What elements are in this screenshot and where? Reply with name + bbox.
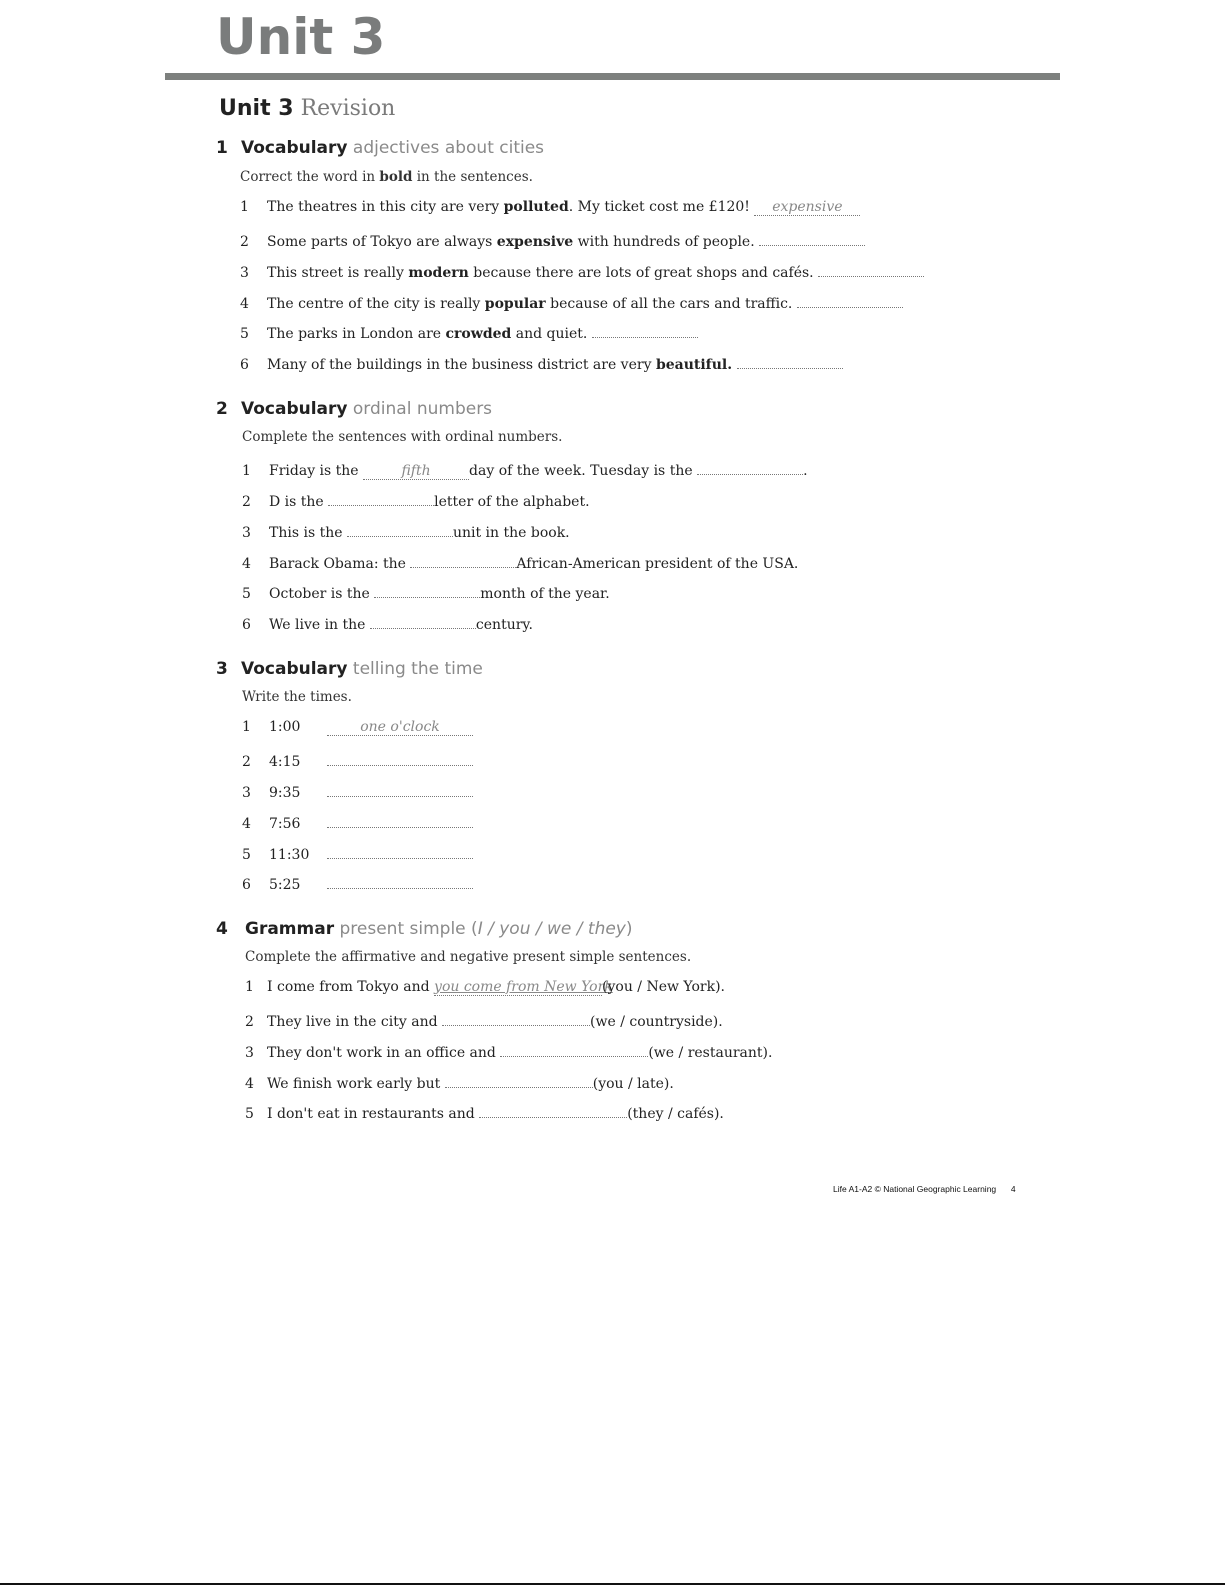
exercise-item [240,322,698,342]
answer-blank[interactable] [737,353,843,369]
revision-unit: Unit 3 [219,96,294,121]
exercise-item [242,873,473,893]
answer-blank[interactable] [370,613,476,629]
item-text: day of the week. Tuesday is the [469,463,693,479]
item-text: The theatres in this city are very [267,199,500,215]
item-number: 1 [245,979,254,995]
item-text: . [727,357,733,373]
exercise-item [245,1041,772,1061]
copyright-text: Life A1-A2 © National Geographic Learning [833,1184,997,1194]
item-bold-word: modern [408,265,469,281]
answer-blank[interactable] [328,490,434,506]
item-number: 3 [245,1045,254,1061]
instruction-bold: bold [379,169,413,185]
item-text: with hundreds of people. [577,234,755,250]
exercise-item [242,843,473,863]
item-number: 2 [245,1014,254,1030]
item-text: Barack Obama: the [269,556,406,572]
answer-blank[interactable] [347,521,453,537]
item-number: 5 [240,326,249,342]
exercise-item [245,1010,723,1030]
item-number: 1 [242,719,251,735]
item-text: (we / restaurant). [648,1045,773,1061]
item-text: The centre of the city is really [267,296,481,312]
section-2-instruction: Complete the sentences with ordinal numbers. [242,429,563,445]
item-text: Some parts of Tokyo are always [267,234,493,250]
answer-blank[interactable]: you come from New York [434,979,613,995]
section-4-heading [216,919,633,939]
exercise-item [245,1072,674,1092]
section-subtitle: adjectives about cities [352,138,545,158]
item-text: (you / late). [592,1076,674,1092]
item-number: 2 [240,234,249,250]
item-time: 7:56 [269,816,301,832]
section-subtitle: telling the time [352,659,483,679]
header-rule [165,73,1060,80]
item-text: unit in the book. [452,525,570,541]
item-number: 4 [245,1076,254,1092]
exercise-item [240,353,843,373]
item-text: Many of the buildings in the business district are very [267,357,652,373]
item-time: 11:30 [269,847,310,863]
item-text: (we / countryside). [590,1014,723,1030]
answer-blank[interactable] [500,1041,648,1057]
exercise-item [245,1102,724,1122]
item-text: We finish work early but [267,1076,441,1092]
item-number: 5 [242,847,251,863]
section-1-instruction [240,169,533,185]
item-text: letter of the alphabet. [434,494,590,510]
section-3-heading [216,659,483,679]
exercise-item [242,719,473,736]
answer-blank[interactable] [410,552,516,568]
exercise-item [240,230,865,250]
answer-blank[interactable] [327,812,473,828]
answer-blank[interactable]: fifth [363,464,469,480]
item-bold-word: popular [484,296,546,312]
answer-blank[interactable] [327,750,473,766]
item-time: 1:00 [269,719,301,735]
item-text: D is the [269,494,324,510]
item-text: month of the year. [480,586,610,602]
item-number: 1 [240,199,249,215]
answer-blank[interactable] [818,261,924,277]
unit-title: Unit 3 [216,8,386,66]
answer-blank[interactable] [327,781,473,797]
exercise-item [242,552,798,572]
item-number: 6 [242,617,251,633]
section-subtitle: ordinal numbers [352,399,493,419]
item-time: 4:15 [269,754,301,770]
item-text: The parks in London are [267,326,442,342]
item-number: 4 [242,556,251,572]
exercise-item [242,750,473,770]
exercise-item [242,521,570,541]
item-text: They don't work in an office and [267,1045,496,1061]
revision-title [219,96,395,121]
exercise-item [242,781,473,801]
section-category: Vocabulary [241,138,348,158]
section-3-instruction: Write the times. [242,689,352,705]
answer-blank[interactable] [327,843,473,859]
section-category: Vocabulary [241,659,348,679]
section-category: Grammar [245,919,335,939]
answer-blank[interactable] [479,1102,627,1118]
section-subtitle-italic: I / you / we / they [477,919,626,939]
instruction-text: in the sentences. [416,169,533,185]
item-number: 1 [242,463,251,479]
answer-blank[interactable] [442,1010,590,1026]
answer-blank[interactable] [592,322,698,338]
section-category: Vocabulary [241,399,348,419]
item-number: 3 [242,785,251,801]
item-number: 6 [240,357,249,373]
page-footer [833,1184,1016,1194]
item-number: 2 [242,754,251,770]
item-text: because there are lots of great shops and cafés. [473,265,814,281]
item-time: 5:25 [269,877,301,893]
answer-blank[interactable]: expensive [754,200,860,216]
item-number: 2 [242,494,251,510]
exercise-item [242,459,808,480]
section-number: 1 [216,138,228,158]
item-text: . My ticket cost me £120! [568,199,750,215]
item-text: I come from Tokyo and [267,979,430,995]
item-text: This street is really [267,265,404,281]
item-bold-word: expensive [496,234,574,250]
item-text: Friday is the [269,463,359,479]
item-number: 5 [245,1106,254,1122]
answer-blank[interactable]: one o'clock [327,720,473,736]
exercise-item [245,979,725,996]
exercise-item [242,490,590,510]
item-text: This is the [269,525,343,541]
answer-blank[interactable] [797,292,903,308]
exercise-item [240,261,924,281]
item-number: 3 [242,525,251,541]
item-text: century. [475,617,533,633]
item-number: 4 [240,296,249,312]
section-number: 3 [216,659,228,679]
item-text: and quiet. [515,326,588,342]
item-text: October is the [269,586,370,602]
section-subtitle-end: ) [625,919,633,939]
answer-blank[interactable] [374,582,480,598]
section-1-heading [216,138,544,158]
instruction-text: Correct the word in [240,169,376,185]
section-number: 2 [216,399,228,419]
item-text: because of all the cars and traffic. [550,296,793,312]
item-number: 5 [242,586,251,602]
item-text: We live in the [269,617,366,633]
item-bold-word: crowded [445,326,512,342]
item-bold-word: beautiful [655,357,728,373]
revision-word: Revision [300,96,396,121]
item-number: 3 [240,265,249,281]
item-number: 4 [242,816,251,832]
item-text: (they / cafés). [627,1106,724,1122]
item-text: African-American president of the USA. [516,556,799,572]
item-text: . [803,463,808,479]
section-subtitle: present simple ( [339,919,478,939]
exercise-item [242,582,610,602]
item-time: 9:35 [269,785,301,801]
exercise-item [242,812,473,832]
answer-blank[interactable] [327,873,473,889]
exercise-item [242,613,533,633]
exercise-item [240,199,860,216]
item-number: 6 [242,877,251,893]
answer-blank[interactable] [759,230,865,246]
item-bold-word: polluted [503,199,569,215]
item-text: I don't eat in restaurants and [267,1106,475,1122]
answer-blank[interactable] [697,459,803,475]
section-number: 4 [216,919,228,939]
item-text: (you / New York). [602,979,725,995]
exercise-item [240,292,903,312]
page-number: 4 [1010,1184,1016,1194]
answer-blank[interactable] [445,1072,593,1088]
item-text: They live in the city and [267,1014,438,1030]
section-2-heading [216,399,492,419]
section-4-instruction: Complete the affirmative and negative present simple sentences. [245,949,692,965]
